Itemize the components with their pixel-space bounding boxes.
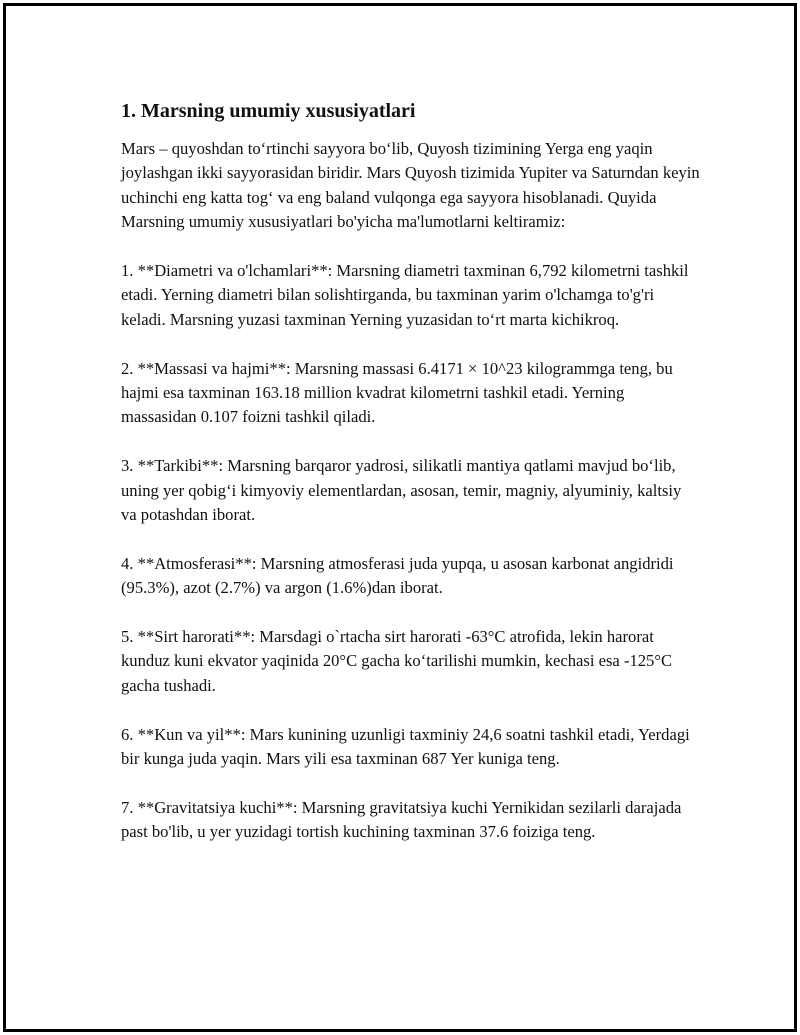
- item-mass: 2. **Massasi va hajmi**: Marsning massasi 6.4171 × 10^23 kilogrammga teng, bu hajmi esa taxminan 163.18 million kvadrat kilometrni tashkil etadi. Yerning massasidan 0.107 foizni tashkil qiladi.: [121, 358, 673, 427]
- item-diameter: 1. **Diametri va o'lchamlari**: Marsning diametri taxminan 6,792 kilometrni tashkil etadi. Yerning diametri bilan solishtirganda, bu taxminan yarim o'lchamga to'g'ri keladi. Marsning yuzasi taxminan Yerning yuzasidan to‘rt marta kichikroq.: [121, 261, 689, 329]
- intro-paragraph: Mars – quyoshdan to‘rtinchi sayyora bo‘lib, Quyosh tizimining Yerga eng yaqin joylashgan ikki sayyorasidan biridir. Mars Quyosh tizimida Yupiter va Saturndan keyin uchinchi eng katta tog‘ va eng baland vulqonga ega sayyora hisoblanadi. Quyida Marsning umumiy xususiyatlari bo'yicha ma'lumotlarni keltiramiz:: [121, 139, 700, 232]
- item-surface-temperature: 5. **Sirt harorati**: Marsdagi o`rtacha sirt harorati -63°C atrofida, lekin harorat kunduz kuni ekvator yaqinida 20°C gacha ko‘tarilishi mumkin, kechasi esa -125°C gacha tushadi.: [121, 627, 673, 695]
- item-day-and-year: 6. **Kun va yil**: Mars kunining uzunligi taxminiy 24,6 soatni tashkil etadi, Yerdagi bir kunga juda yaqin. Mars yili esa taxminan 687 Yer kuniga teng.: [121, 724, 690, 769]
- item-atmosphere: 4. **Atmosferasi**: Marsning atmosferasi juda yupqa, u asosan karbonat angidridi (95.3%), azot (2.7%) va argon (1.6%)dan iborat.: [121, 553, 674, 598]
- item-gravity: 7. **Gravitatsiya kuchi**: Marsning gravitatsiya kuchi Yernikidan sezilarli darajada past bo'lib, u yer yuzidagi tortish kuchining taxminan 37.6 foiziga teng.: [121, 797, 682, 842]
- item-composition: 3. **Tarkibi**: Marsning barqaror yadrosi, silikatli mantiya qatlami mavjud bo‘lib, uning yer qobig‘i kimyoviy elementlardan, asosan, temir, magniy, alyuminiy, kaltsiy va potashdan iborat.: [121, 456, 682, 525]
- page-frame: [3, 3, 797, 1032]
- document-title: 1. Marsning umumiy xususiyatlari: [121, 100, 416, 122]
- document-body: [121, 98, 701, 869]
